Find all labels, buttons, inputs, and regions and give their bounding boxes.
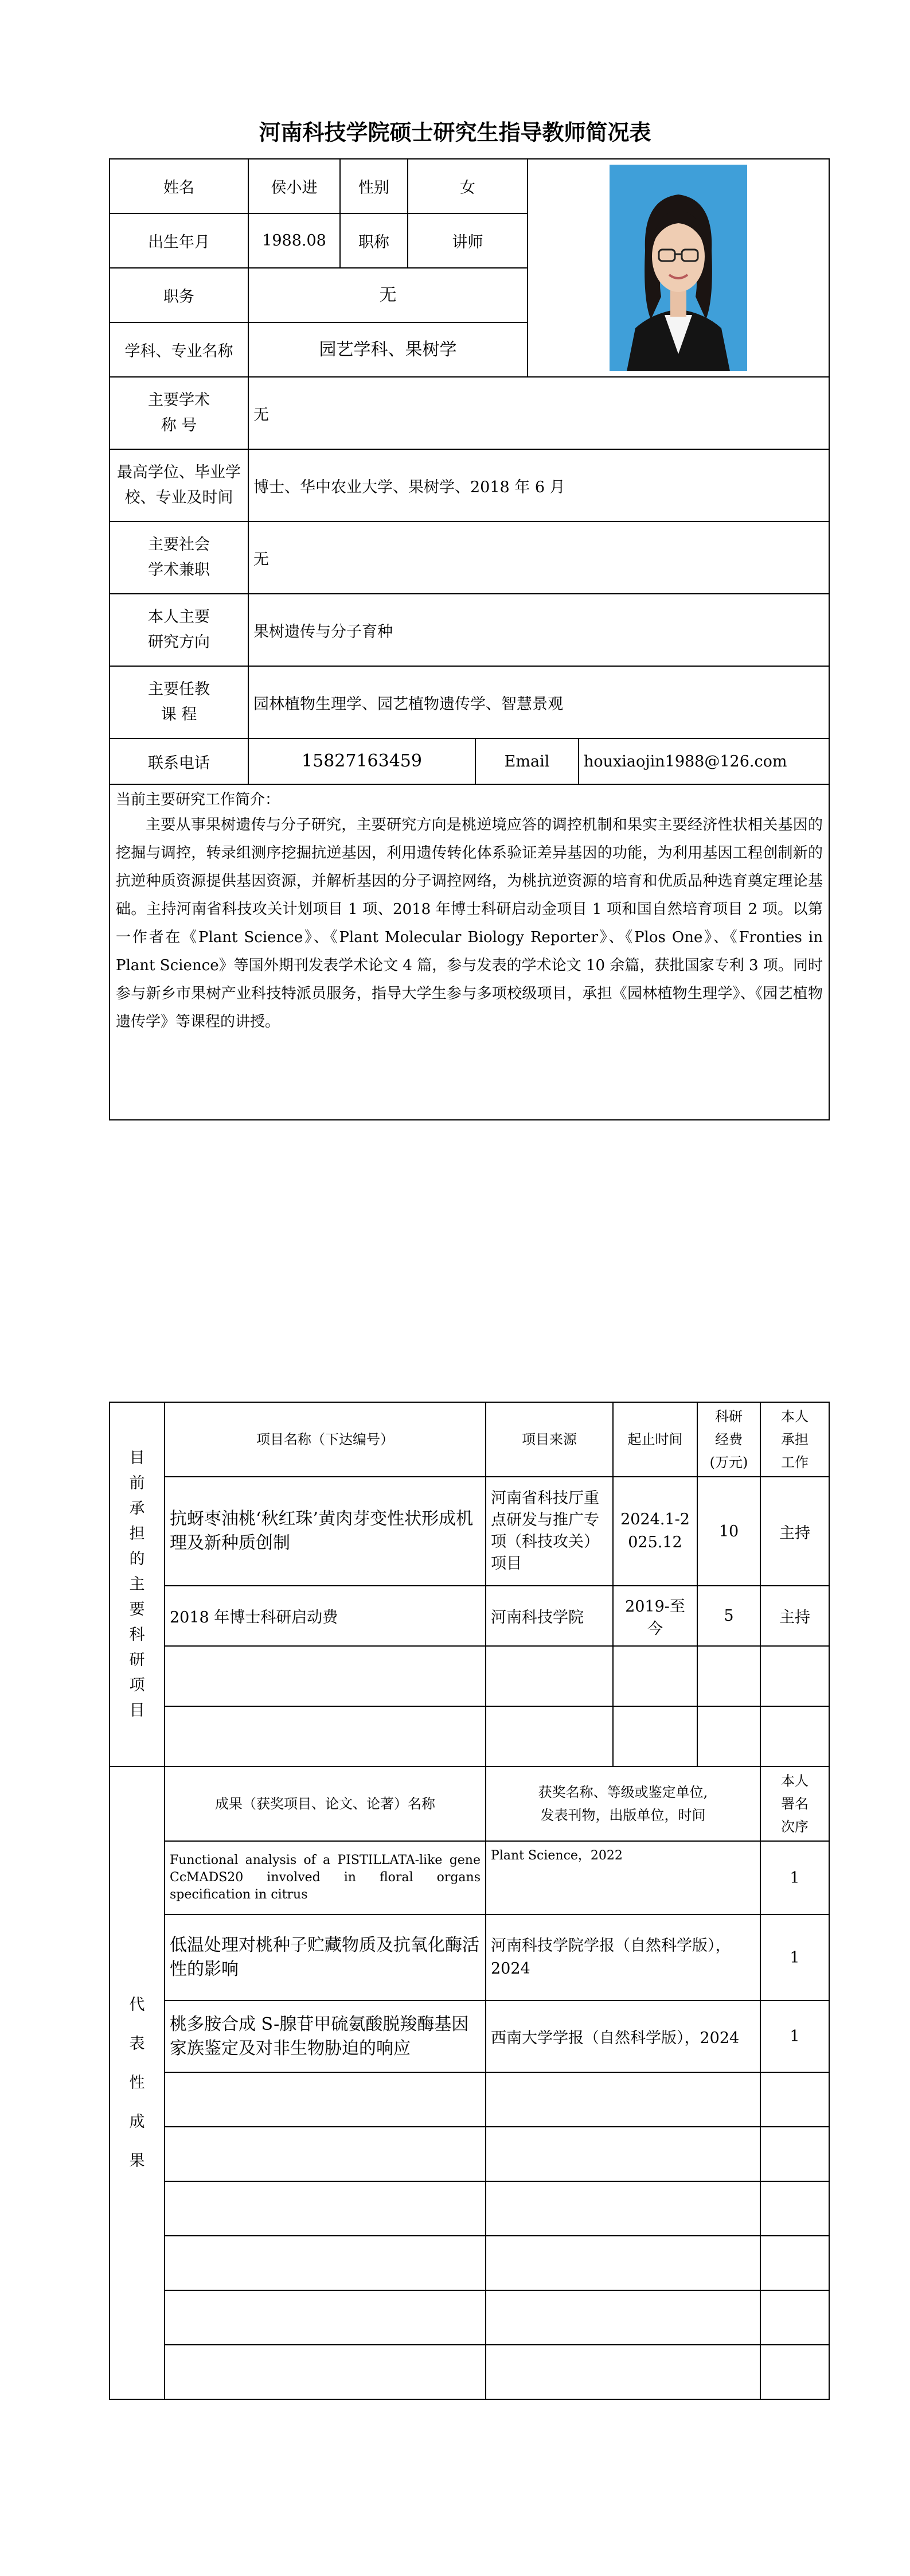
- discipline-label: 学科、专业名称: [110, 322, 248, 377]
- project-period: 2019-至今: [613, 1586, 697, 1646]
- table-row: [110, 2001, 829, 2072]
- table-row: [110, 2290, 829, 2345]
- table-row: [110, 1915, 829, 2001]
- achievement-name: Functional analysis of a PISTILLATA-like gene CcMADS20 involved in floral organs specification in citrus: [165, 1841, 486, 1915]
- phone-value: 15827163459: [248, 738, 475, 784]
- achievement-name: 低温处理对桃种子贮藏物质及抗氧化酶活性的影响: [165, 1915, 486, 2001]
- name-value: 侯小进: [248, 159, 340, 213]
- discipline-value: 园艺学科、果树学: [248, 322, 528, 377]
- achievement-source: 西南大学学报（自然科学版），2024: [486, 2001, 760, 2072]
- project-source: 河南科技学院: [486, 1586, 613, 1646]
- table-row: [110, 2127, 829, 2181]
- honor-label: 主要学术 称 号: [110, 377, 248, 449]
- birth-label: 出生年月: [110, 213, 248, 268]
- courses-label: 主要任教 课 程: [110, 666, 248, 738]
- table-row: [110, 2236, 829, 2290]
- project-funding: 5: [697, 1586, 760, 1646]
- research-label: 本人主要 研究方向: [110, 594, 248, 666]
- project-source: 河南省科技厅重点研发与推广专项（科技攻关）项目: [486, 1477, 613, 1586]
- achievement-rank: 1: [760, 1915, 829, 2001]
- projects-header-funding: 科研 经费 (万元): [697, 1402, 760, 1477]
- intro-heading: 当前主要研究工作简介：: [116, 791, 280, 808]
- projects-header-source: 项目来源: [486, 1402, 613, 1477]
- name-label: 姓名: [110, 159, 248, 213]
- project-name: 抗蚜枣油桃‘秋红珠’黄肉芽变性状形成机理及新种质创制: [165, 1477, 486, 1586]
- table-row: [110, 1646, 829, 1706]
- research-value: 果树遗传与分子育种: [248, 594, 829, 666]
- email-label: Email: [475, 738, 579, 784]
- project-role: 主持: [760, 1477, 829, 1586]
- social-value: 无: [248, 522, 829, 594]
- achievement-name: 桃多胺合成 S-腺苷甲硫氨酸脱羧酶基因家族鉴定及对非生物胁迫的响应: [165, 2001, 486, 2072]
- research-intro: [110, 784, 829, 1120]
- honor-value: 无: [248, 377, 829, 449]
- achievement-source: 河南科技学院学报（自然科学版），2024: [486, 1915, 760, 2001]
- degree-label: 最高学位、毕业学 校、专业及时间: [110, 449, 248, 522]
- title-label: 职称: [340, 213, 408, 268]
- post-value: 无: [248, 268, 528, 322]
- table-row: [110, 1477, 829, 1586]
- gender-value: 女: [408, 159, 528, 213]
- post-label: 职务: [110, 268, 248, 322]
- projects-header-role: 本人 承担 工作: [760, 1402, 829, 1477]
- table-row: [110, 1841, 829, 1915]
- project-period: 2024.1-2025.12: [613, 1477, 697, 1586]
- table-row: [110, 2072, 829, 2127]
- projects-section-label: 目 前 承 担 的 主 要 科 研 项 目: [110, 1402, 165, 1766]
- page-title: 河南科技学院硕士研究生指导教师简况表: [259, 120, 651, 145]
- email-value[interactable]: houxiaojin1988@126.com: [579, 738, 829, 784]
- achievement-rank: 1: [760, 2001, 829, 2072]
- phone-label: 联系电话: [110, 738, 248, 784]
- intro-body: 主要从事果树遗传与分子研究，主要研究方向是桃逆境应答的调控机制和果实主要经济性状相关基因的挖掘与调控，转录组测序挖掘抗逆基因，利用遗传转化体系验证差异基因的功能，为利用基因工程创制新的抗逆种质资源提供基因资源，并解析基因的分子调控网络，为桃抗逆资源的培育和优质品种选育奠定理论基础。主持河南省科技攻关计划项目 1 项、2018 年博士科研启动金项目 1 项和国自然培育项目 2 项。以第一作者在《Plant Science》、《Plant Molecular Biology Reporter》、《Plos One》、《Fronties in Plant Science》等国外期刊发表学术论文 4 篇，参与发表的学术论文 10 余篇，获批国家专利 3 项。同时参与新乡市果树产业科技特派员服务，指导大学生参与多项校级项目，承担《园林植物生理学》、《园艺植物遗传学》等课程的讲授。: [116, 816, 823, 1030]
- birth-value: 1988.08: [248, 213, 340, 268]
- achievements-header-source: 获奖名称、等级或鉴定单位, 发表刊物，出版单位，时间: [486, 1766, 760, 1841]
- table-row: [110, 2345, 829, 2399]
- achievement-rank: 1: [760, 1841, 829, 1915]
- gender-label: 性别: [340, 159, 408, 213]
- profile-table: [109, 158, 830, 1120]
- title-value: 讲师: [408, 213, 528, 268]
- project-name: 2018 年博士科研启动费: [165, 1586, 486, 1646]
- projects-header-period: 起止时间: [613, 1402, 697, 1477]
- degree-value: 博士、华中农业大学、果树学、2018 年 6 月: [248, 449, 829, 522]
- table-row: [110, 2181, 829, 2236]
- profile-photo: [610, 165, 747, 371]
- achievement-source: Plant Science，2022: [486, 1841, 760, 1915]
- achievements-header-rank: 本人 署名 次序: [760, 1766, 829, 1841]
- photo-cell: [528, 159, 829, 377]
- table-row: [110, 1586, 829, 1646]
- table-row: [110, 1706, 829, 1766]
- projects-header-name: 项目名称（下达编号）: [165, 1402, 486, 1477]
- project-funding: 10: [697, 1477, 760, 1586]
- projects-table: [109, 1402, 830, 2400]
- social-label: 主要社会 学术兼职: [110, 522, 248, 594]
- project-role: 主持: [760, 1586, 829, 1646]
- achievements-section-label: 代 表 性 成 果: [110, 1766, 165, 2399]
- achievements-header-name: 成果（获奖项目、论文、论著）名称: [165, 1766, 486, 1841]
- courses-value: 园林植物生理学、园艺植物遗传学、智慧景观: [248, 666, 829, 738]
